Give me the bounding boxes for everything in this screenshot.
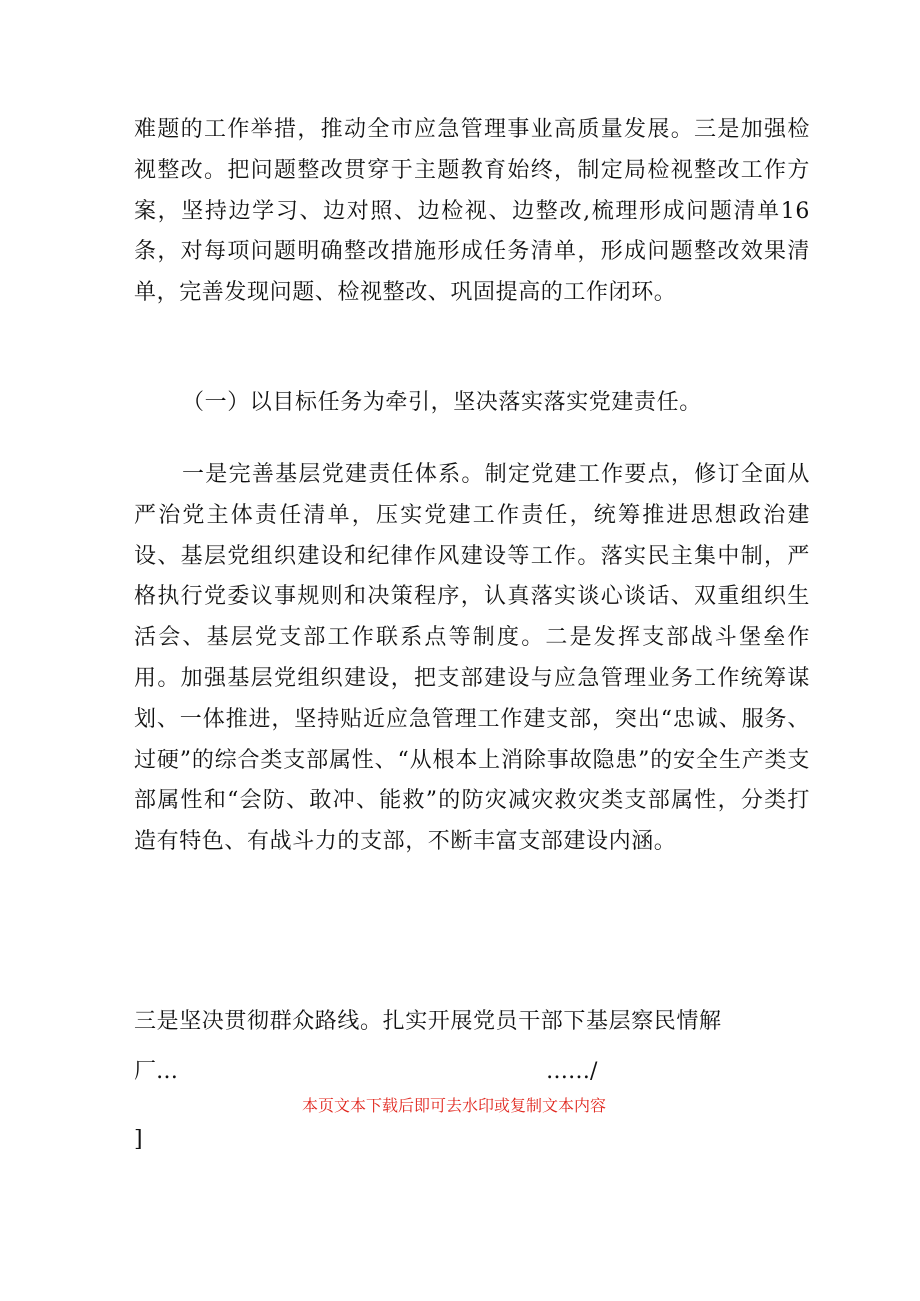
truncated-fragment-left: 厂…	[134, 1059, 179, 1084]
body-paragraph-2: 一是完善基层党建责任体系。制定党建工作要点，修订全面从严治党主体责任清单，压实党建工作责任，统筹推进思想政治建设、基层党组织建设和纪律作风建设等工作。落实民主集中制，严格执行党委议事规则和决策程序，认真落实谈心谈话、双重组织生活会、基层党支部工作联系点等制度。二是发挥支部战斗堡垒作用。加强基层党组织建设，把支部建设与应急管理业务工作统筹谋划、一体推进，坚持贴近应急管理工作建支部，突出“忠诚、服务、过硬”的综合类支部属性、“从根本上消除事故隐患”的安全生产类支部属性和“会防、敢冲、能救”的防灾减灾救灾类支部属性，分类打造有特色、有战斗力的支部，不断丰富支部建设内涵。	[134, 462, 810, 855]
truncated-fragment-right: ……/	[546, 1059, 598, 1084]
body-paragraph-1: 难题的工作举措，推动全市应急管理事业高质量发展。三是加强检视整改。把问题整改贯穿于主题教育始终，制定局检视整改工作方案，坚持边学习、边对照、边检视、边整改,梳理形成问题清单16条，对每项问题明确整改措施形成任务清单，形成问题整改效果清单，完善发现问题、检视整改、巩固提高的工作闭环。	[134, 117, 810, 306]
watermark-notice: 本页文本下载后即可去水印或复制文本内容	[302, 1096, 607, 1115]
section-heading: （一）以目标任务为牵引，坚决落实落实党建责任。	[182, 390, 702, 415]
closing-bracket: ]	[134, 1127, 143, 1152]
body-paragraph-3: 三是坚决贯彻群众路线。扎实开展党员干部下基层察民情解	[134, 1009, 722, 1034]
